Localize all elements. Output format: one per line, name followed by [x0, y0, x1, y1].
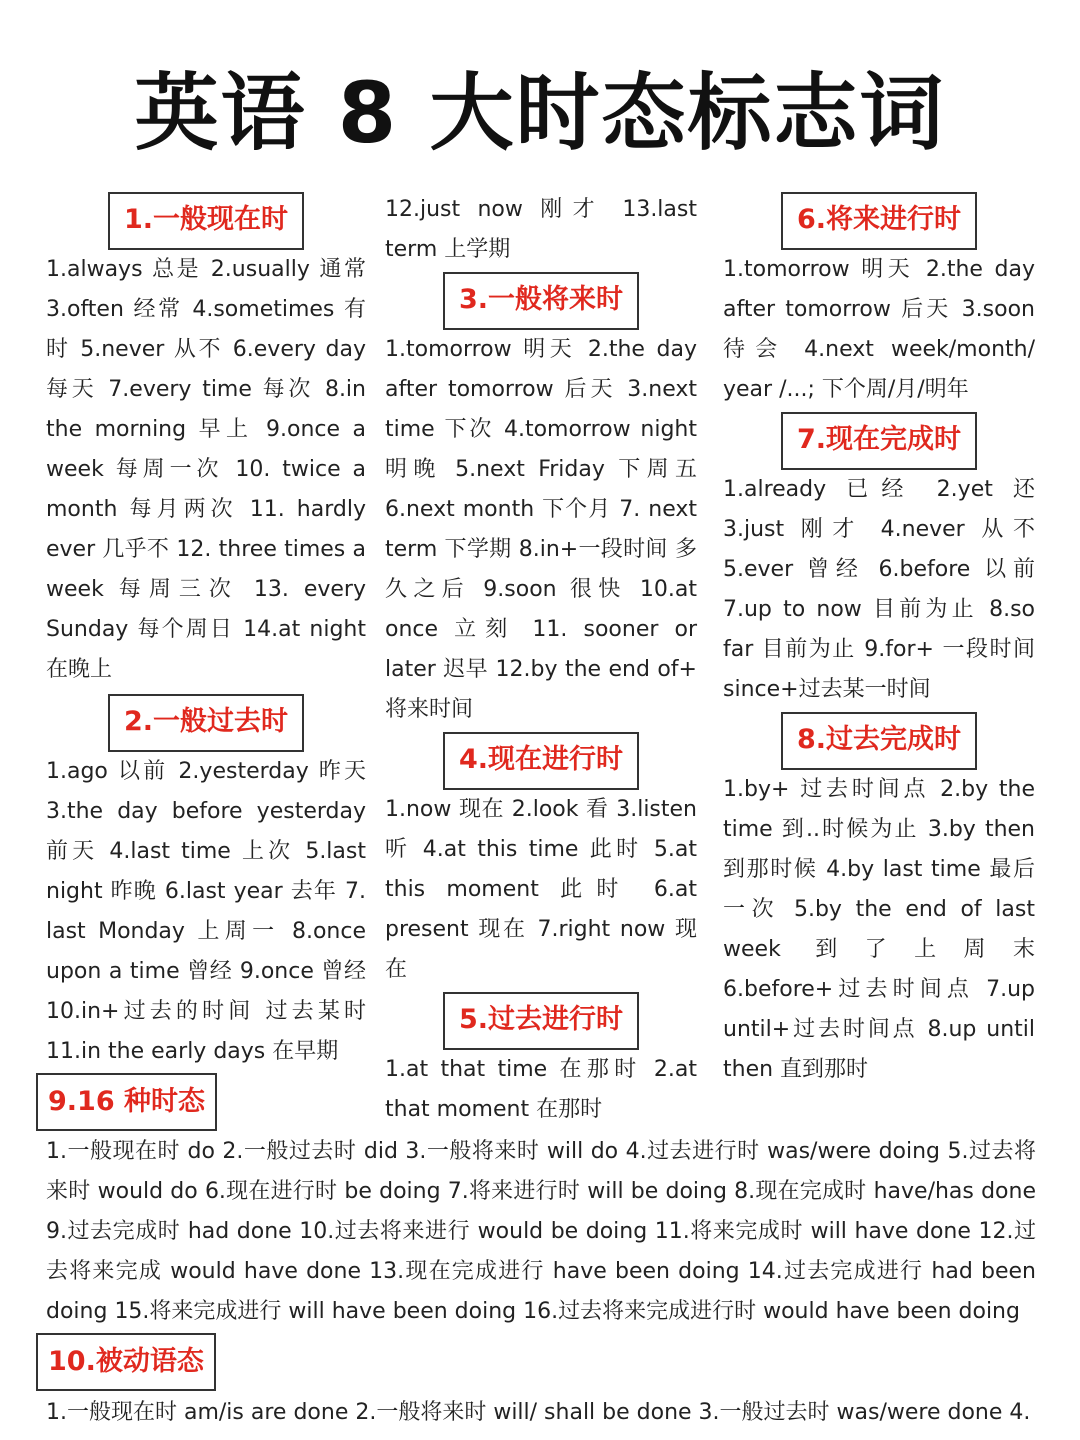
section-heading-future-simple: 3.一般将来时: [443, 272, 639, 330]
column-middle: [385, 190, 697, 1130]
page-title: 英语 8 大时态标志词: [134, 64, 946, 162]
section-text-present-simple: 1.always 总是 2.usually 通常 3.often 经常 4.sometimes 有时 5.never 从不 6.every day 每天 7.every time 每次 8.in the morning 早上 9.once a week 每周一次 10. twice a month 每月两次 11. hardly ever 几乎不 12. three times a week 每周三次 13. every Sunday 每个周日 14.at night 在晚上: [46, 257, 366, 682]
column-right: [723, 190, 1035, 1090]
section-heading-past-simple: 2.一般过去时: [108, 694, 304, 752]
section-heading-present-continuous: 4.现在进行时: [443, 732, 639, 790]
section-heading-16-tenses: 9.16 种时态: [36, 1073, 217, 1131]
column-left: [46, 190, 366, 1072]
section-heading-present-simple: 1.一般现在时: [108, 192, 304, 250]
section-heading-present-perfect: 7.现在完成时: [781, 412, 977, 470]
section-heading-passive-voice: 10.被动语态: [36, 1333, 216, 1391]
section-heading-past-continuous: 5.过去进行时: [443, 992, 639, 1050]
section-heading-future-continuous: 6.将来进行时: [781, 192, 977, 250]
section-text-past-perfect: 1.by+ 过去时间点 2.by the time 到..时候为止 3.by then 到那时候 4.by last time 最后一次 5.by the end of last week 到了上周末 6.before+过去时间点 7.up until+过去时间点 8.up until then 直到那时: [723, 777, 1035, 1082]
section-text-past-continuous: 1.at that time 在那时 2.at that moment 在那时: [385, 1057, 697, 1122]
section-text-future-simple: 1.tomorrow 明天 2.the day after tomorrow 后天 3.next time 下次 4.tomorrow night 明晚 5.next Friday 下周五 6.next month 下个月 7. next term 下学期 8.in+一段时间 多久之后 9.soon 很快 10.at once 立刻 11. sooner or later 迟早 12.by the end of+ 将来时间: [385, 337, 697, 722]
section-heading-past-perfect: 8.过去完成时: [781, 712, 977, 770]
section-text-present-continuous: 1.now 现在 2.look 看 3.listen 听 4.at this time 此时 5.at this moment 此时 6.at present 现在 7.right now 现在: [385, 797, 697, 982]
section-text-past-simple: 1.ago 以前 2.yesterday 昨天 3.the day before yesterday 前天 4.last time 上次 5.last night 昨晚 6.last year 去年 7. last Monday 上周一 8.once upon a time 曾经 9.once 曾经 10.in+过去的时间 过去某时 11.in the early days 在早期: [46, 759, 366, 1064]
section-text-present-perfect: 1.already 已经 2.yet 还 3.just 刚才 4.never 从不 5.ever 曾经 6.before 以前 7.up to now 目前为止 8.so far 目前为止 9.for+ 一段时间 since+过去某一时间: [723, 477, 1035, 702]
section-text-passive-voice: 1.一般现在时 am/is are done 2.一般将来时 will/ shall be done 3.一般过去时 was/were done 4.: [46, 1400, 1031, 1425]
section-text-future-continuous: 1.tomorrow 明天 2.the day after tomorrow 后天 3.soon 待会 4.next week/month/ year /...; 下个周/月/明年: [723, 257, 1035, 402]
section-text-16-tenses: 1.一般现在时 do 2.一般过去时 did 3.一般将来时 will do 4.过去进行时 was/were doing 5.过去将来时 would do 6.现在进行时 be doing 7.将来进行时 will be doing 8.现在完成时 have/has done 9.过去完成时 had done 10.过去将来进行 would be doing 11.将来完成时 will have done 12.过去将来完成 would have done 13.现在完成进行 have been doing 14.过去完成进行 had been doing 15.将来完成进行 will have been doing 16.过去将来完成进行时 would have been doing: [46, 1139, 1036, 1324]
section-text-past-simple-continued: 12.just now 刚才 13.last term 上学期: [385, 197, 697, 262]
